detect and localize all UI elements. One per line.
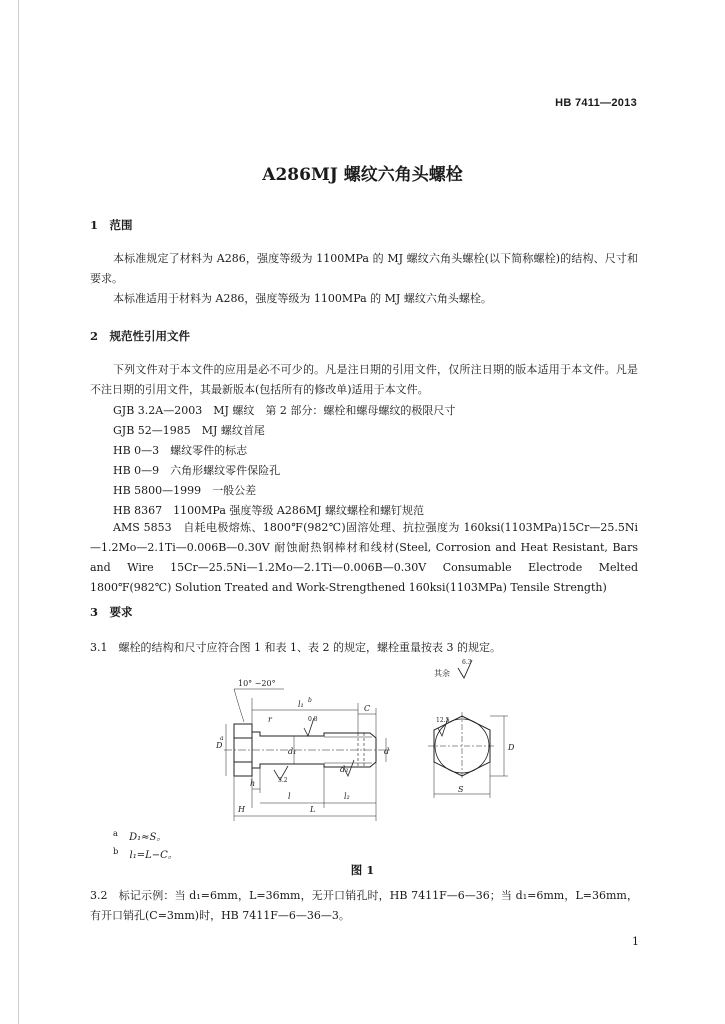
svg-text:d: d — [384, 747, 390, 756]
figure-caption: 图 1 — [350, 863, 375, 877]
clause-3-1: 3.1 螺栓的结构和尺寸应符合图 1 和表 1、表 2 的规定，螺栓重量按表 3 的规定。 — [90, 641, 501, 654]
svg-text:a: a — [220, 735, 224, 742]
svg-text:3.2: 3.2 — [278, 777, 288, 784]
svg-text:l₁: l₁ — [298, 700, 304, 709]
standard-number: HB 7411—2013 — [555, 97, 637, 109]
svg-text:d₁: d₁ — [288, 747, 297, 756]
svg-text:S: S — [458, 785, 464, 794]
svg-text:0.8: 0.8 — [308, 716, 318, 723]
reference-item: HB 5800—1999 一般公差 — [113, 484, 257, 497]
svg-text:H: H — [238, 805, 245, 814]
angle-label: 10° ~20° — [238, 679, 276, 688]
document-title: A286MJ 螺纹六角头螺栓 — [262, 165, 463, 185]
svg-text:l₂: l₂ — [344, 792, 350, 801]
svg-text:b: b — [308, 697, 312, 704]
svg-text:D: D — [508, 743, 515, 752]
figure-note-b: $^b$ l₁=L−C。 — [113, 846, 178, 862]
reference-item: HB 0—9 六角形螺纹零件保险孔 — [113, 464, 281, 477]
section-2-heading: 2 规范性引用文件 — [90, 329, 191, 343]
clause-3-2: 3.2 标记示例：当 d₁=6mm，L=36mm，无开口销孔时，HB 7411F—6—36；当 d₁=6mm，L=36mm，有开口销孔(C=3mm)时，HB 7411F—6—36—3。 — [90, 889, 638, 922]
svg-text:d₂: d₂ — [340, 765, 349, 774]
section-1-heading: 1 范围 — [90, 218, 133, 232]
svg-text:6.3: 6.3 — [462, 659, 472, 666]
figure-1-drawing — [200, 658, 530, 828]
figure-note-a: $^a$ D₁≈S。 — [113, 828, 167, 844]
section-3-heading: 3 要求 — [90, 605, 133, 619]
section-1-paragraph-2: 本标准适用于材料为 A286，强度等级为 1100MPa 的 MJ 螺纹六角头螺栓。 — [113, 292, 492, 305]
reference-item: GJB 52—1985 MJ 螺纹首尾 — [113, 424, 265, 437]
section-1-paragraph-1: 本标准规定了材料为 A286，强度等级为 1100MPa 的 MJ 螺纹六角头螺栓(以下简称螺栓)的结构、尺寸和要求。 — [90, 252, 638, 285]
reference-item: HB 0—3 螺纹零件的标志 — [113, 444, 248, 457]
svg-text:D: D — [216, 741, 223, 750]
page-number: 1 — [632, 935, 639, 948]
svg-text:12.5: 12.5 — [436, 717, 450, 724]
section-2-intro: 下列文件对于本文件的应用是必不可少的。凡是注日期的引用文件，仅所注日期的版本适用于本文件。凡是不注日期的引用文件，其最新版本(包括所有的修改单)适用于本文件。 — [90, 363, 638, 396]
svg-text:C: C — [364, 704, 371, 713]
svg-text:l: l — [288, 792, 291, 801]
svg-text:h: h — [250, 779, 256, 788]
svg-text:L: L — [310, 805, 316, 814]
reference-item: GJB 3.2A—2003 MJ 螺纹 第 2 部分：螺栓和螺母螺纹的极限尺寸 — [113, 404, 456, 417]
reference-item: HB 8367 1100MPa 强度等级 A286MJ 螺纹螺栓和螺钉规范 — [113, 504, 424, 517]
svg-text:r: r — [268, 715, 272, 724]
rest-roughness-label: 其余 — [434, 669, 450, 678]
reference-ams-5853: AMS 5853 自耗电极熔炼、1800℉(982℃)固溶处理、抗拉强度为 160ksi(1103MPa)15Cr—25.5Ni—1.2Mo—2.1Ti—0.006B—0.30V 耐蚀耐热钢棒材和线材(Steel, Corrosion and Heat Resistant, Bars and Wire 15Cr—25.5Ni—1.2Mo—2.1Ti—0.006B—0.30V Consumable Electrode Melted 1800℉(982℃) Solution Treated and Work-Strengthened 160ksi(1103MPa) Tensile Strength) — [90, 521, 638, 594]
